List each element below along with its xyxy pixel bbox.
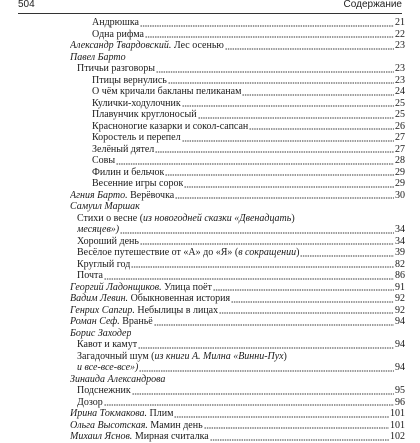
toc-paren: ) [296,247,300,258]
toc-title: Филин и бельчок [92,166,165,178]
toc-entry [0,155,420,167]
toc-entry [0,305,420,317]
toc-entry-text [70,374,165,386]
toc-entry [0,144,420,156]
toc-page-number: 92 [395,304,405,316]
toc-entry-text [70,190,174,202]
toc-leader-dots [300,249,394,257]
toc-entry-text [92,17,139,29]
toc-entry-text [70,282,212,294]
toc-title: Плим [147,408,174,419]
toc-entry-text [77,270,103,282]
toc-entry-text [70,305,218,317]
toc-page-number: 30 [395,189,405,201]
toc-author: Генрих Сапгир. [70,304,135,316]
toc-entry [0,431,420,443]
toc-page-number: 96 [395,396,405,408]
toc-author: Ирина Токмакова. [70,408,148,419]
toc-page-number: 29 [395,166,405,178]
toc-author: Ольга Высотская. [70,419,148,431]
toc-leader-dots [156,65,394,73]
toc-page-number: 29 [395,178,405,189]
toc-title: Коросте́ль и пе́репел [92,132,181,143]
toc-entry [0,98,420,110]
toc-entry-text [92,132,181,144]
toc-title: Загадочный шум ( [77,350,155,362]
toc-entry-text [92,144,154,156]
toc-leader-dots [104,398,394,406]
toc-leader-dots [204,421,389,429]
toc-leader-dots [132,387,394,395]
toc-entry-text [77,362,138,374]
toc-entry-text [77,397,103,409]
toc-title: Небылицы в лицах [134,304,219,316]
toc-title: Почта [77,270,103,281]
toc-entry-text [77,259,130,271]
toc-entry-text [92,178,183,190]
toc-entry [0,259,420,271]
header-rule [18,13,402,14]
toc-paren: ) [291,212,295,224]
toc-page-number: 86 [395,270,405,281]
toc-page-number: 102 [390,431,405,442]
toc-author: Александр Твардовский. [70,40,172,51]
toc-title: Плавунчик круглоносый [92,109,197,120]
toc-leader-dots [140,19,394,27]
toc-entry-text [92,155,115,167]
toc-page-number: 27 [395,143,405,155]
toc-leader-dots [175,191,394,199]
toc-entry [0,17,420,29]
toc-page-number: 91 [395,281,405,293]
toc-page-number: 94 [395,362,405,373]
toc-entry-text [70,52,126,64]
toc-note: из книги А. Милна «Винни-Пух [154,350,284,362]
toc-leader-dots [182,134,394,142]
toc-entry-text [70,328,131,340]
toc-entry [0,109,420,121]
toc-title: О чём кричали бакланы пеликанам [92,86,242,97]
toc-leader-dots [174,410,389,418]
toc-page-number: 26 [395,120,405,132]
toc-entry-text [77,247,299,259]
toc-entry-text [92,109,197,121]
toc-page-number: 39 [395,247,405,258]
toc-entry [0,190,420,202]
toc-page-number: 23 [395,63,405,74]
toc-leader-dots [154,318,394,326]
toc-entry-text [92,121,248,133]
toc-leader-dots [198,111,394,119]
toc-title: Обыкновенная история [128,293,231,304]
table-of-contents [0,17,420,443]
toc-entry [0,213,420,225]
toc-entry [0,420,420,432]
toc-leader-dots [231,295,394,303]
toc-author: Зинаида Александрова [70,373,166,385]
toc-entry [0,63,420,75]
toc-entry [0,385,420,397]
toc-note: месяцев») [77,224,120,235]
toc-title: Весёлое путешествие от «А» до «Я» ( [77,247,239,258]
toc-author: Вадим Левин. [70,293,129,304]
toc-entry-text [70,408,173,420]
toc-title: Хороший день [77,235,139,247]
toc-entry-text [70,431,209,443]
toc-title: Андрюшка [92,17,139,28]
toc-entry [0,29,420,41]
toc-page-number: 101 [390,408,405,419]
toc-author: Павел Барто [70,51,126,63]
toc-entry-text [70,40,224,52]
toc-title: Подснежник [77,385,131,396]
toc-title: Враньё [119,316,153,327]
toc-entry-text [77,236,139,248]
toc-page-number: 94 [395,316,405,327]
toc-entry [0,121,420,133]
toc-title: Лес осенью [171,40,224,51]
toc-entry [0,397,420,409]
toc-entry-text [70,420,203,432]
toc-author-heading [0,374,420,386]
toc-page-number: 23 [395,40,405,51]
toc-leader-dots [213,283,394,291]
toc-author: Агния Барто. [70,189,128,201]
toc-note: в сокращении [238,247,297,258]
toc-title: Кулички-ходулочник [92,97,181,109]
toc-entry-text [70,316,153,328]
toc-leader-dots [210,433,389,441]
toc-leader-dots [139,364,394,372]
toc-page-number: 27 [395,132,405,143]
toc-page-number: 82 [395,258,405,270]
toc-paren: ) [283,350,287,362]
toc-entry [0,270,420,282]
toc-entry [0,339,420,351]
toc-author: Георгий Ладонщиков. [70,281,162,293]
toc-entry-text [92,29,144,41]
toc-page-number: 22 [395,28,405,40]
toc-author: Самуил Маршак [70,201,140,212]
toc-entry [0,224,420,236]
toc-author: Роман Сеф. [70,316,120,327]
toc-page-number: 25 [395,109,405,120]
toc-entry [0,316,420,328]
toc-leader-dots [242,88,394,96]
toc-author: Михаил Яснов. [70,431,133,442]
toc-leader-dots [165,168,394,176]
toc-entry [0,282,420,294]
toc-entry [0,132,420,144]
toc-entry-text [77,213,295,225]
toc-entry-text [92,98,181,110]
toc-title: Птицы вернулись [92,74,167,86]
toc-entry [0,75,420,87]
section-title: Содержание [343,0,402,10]
toc-entry-text [70,293,230,305]
toc-author: Борис Заходер [70,327,132,339]
toc-title: Одна рифма [92,28,144,40]
toc-entry [0,408,420,420]
toc-page-number: 92 [395,293,405,304]
toc-page-number: 34 [395,235,405,247]
toc-page-number: 94 [395,339,405,350]
toc-note: из новогодней сказки «Двенадцать [143,212,292,224]
toc-entry-text [92,86,241,98]
toc-title: Верёвочка [127,189,175,201]
toc-title: Красноногие казарки и сокол-сапсан [92,120,249,132]
toc-page-number: 21 [395,17,405,28]
toc-page-number: 28 [395,155,405,166]
toc-entry [0,236,420,248]
toc-entry [0,247,420,259]
toc-entry [0,40,420,52]
toc-leader-dots [155,145,394,153]
toc-entry [0,86,420,98]
toc-page-number: 25 [395,97,405,109]
toc-leader-dots [104,272,394,280]
toc-title: Улица поёт [161,281,212,293]
toc-title: Совы [92,155,116,166]
toc-title: Кавот и камут [77,339,138,350]
page-number: 504 [18,0,35,10]
toc-leader-dots [182,99,394,107]
toc-leader-dots [138,341,394,349]
toc-entry-text [92,167,164,179]
toc-leader-dots [168,76,394,84]
toc-leader-dots [225,42,394,50]
toc-title: Птичьи разговоры [77,63,155,74]
toc-page-number: 95 [395,385,405,396]
toc-entry-text [77,63,155,75]
toc-title: Мамин день [147,419,203,431]
toc-entry [0,293,420,305]
toc-entry-text [70,201,140,213]
toc-entry-text [77,224,119,236]
toc-author-heading [0,328,420,340]
toc-leader-dots [131,260,394,268]
toc-title: Стихи о весне ( [77,212,144,224]
toc-page-number: 23 [395,74,405,86]
toc-leader-dots [140,237,394,245]
toc-title: Зелёный дятел [92,143,155,155]
toc-leader-dots [120,226,394,234]
toc-leader-dots [249,122,394,130]
toc-entry [0,362,420,374]
toc-page-number: 34 [395,224,405,235]
toc-entry [0,351,420,363]
toc-leader-dots [145,30,394,38]
toc-leader-dots [219,306,394,314]
toc-title: Круглый год [77,258,131,270]
toc-leader-dots [184,180,394,188]
toc-entry-text [77,385,131,397]
toc-page-number: 101 [390,419,405,431]
toc-entry-text [77,351,287,363]
toc-author-heading [0,52,420,64]
toc-leader-dots [116,157,394,165]
toc-author-heading [0,201,420,213]
toc-note: и все-все-все») [77,362,139,373]
toc-title: Дозор [77,396,103,408]
toc-title: Мирная считалка [132,431,209,442]
page-header [0,0,420,10]
toc-entry-text [92,75,167,87]
toc-entry [0,178,420,190]
toc-page-number: 24 [395,86,405,97]
toc-title: Весенние игры сорок [92,178,184,189]
toc-entry-text [77,339,137,351]
toc-entry [0,167,420,179]
